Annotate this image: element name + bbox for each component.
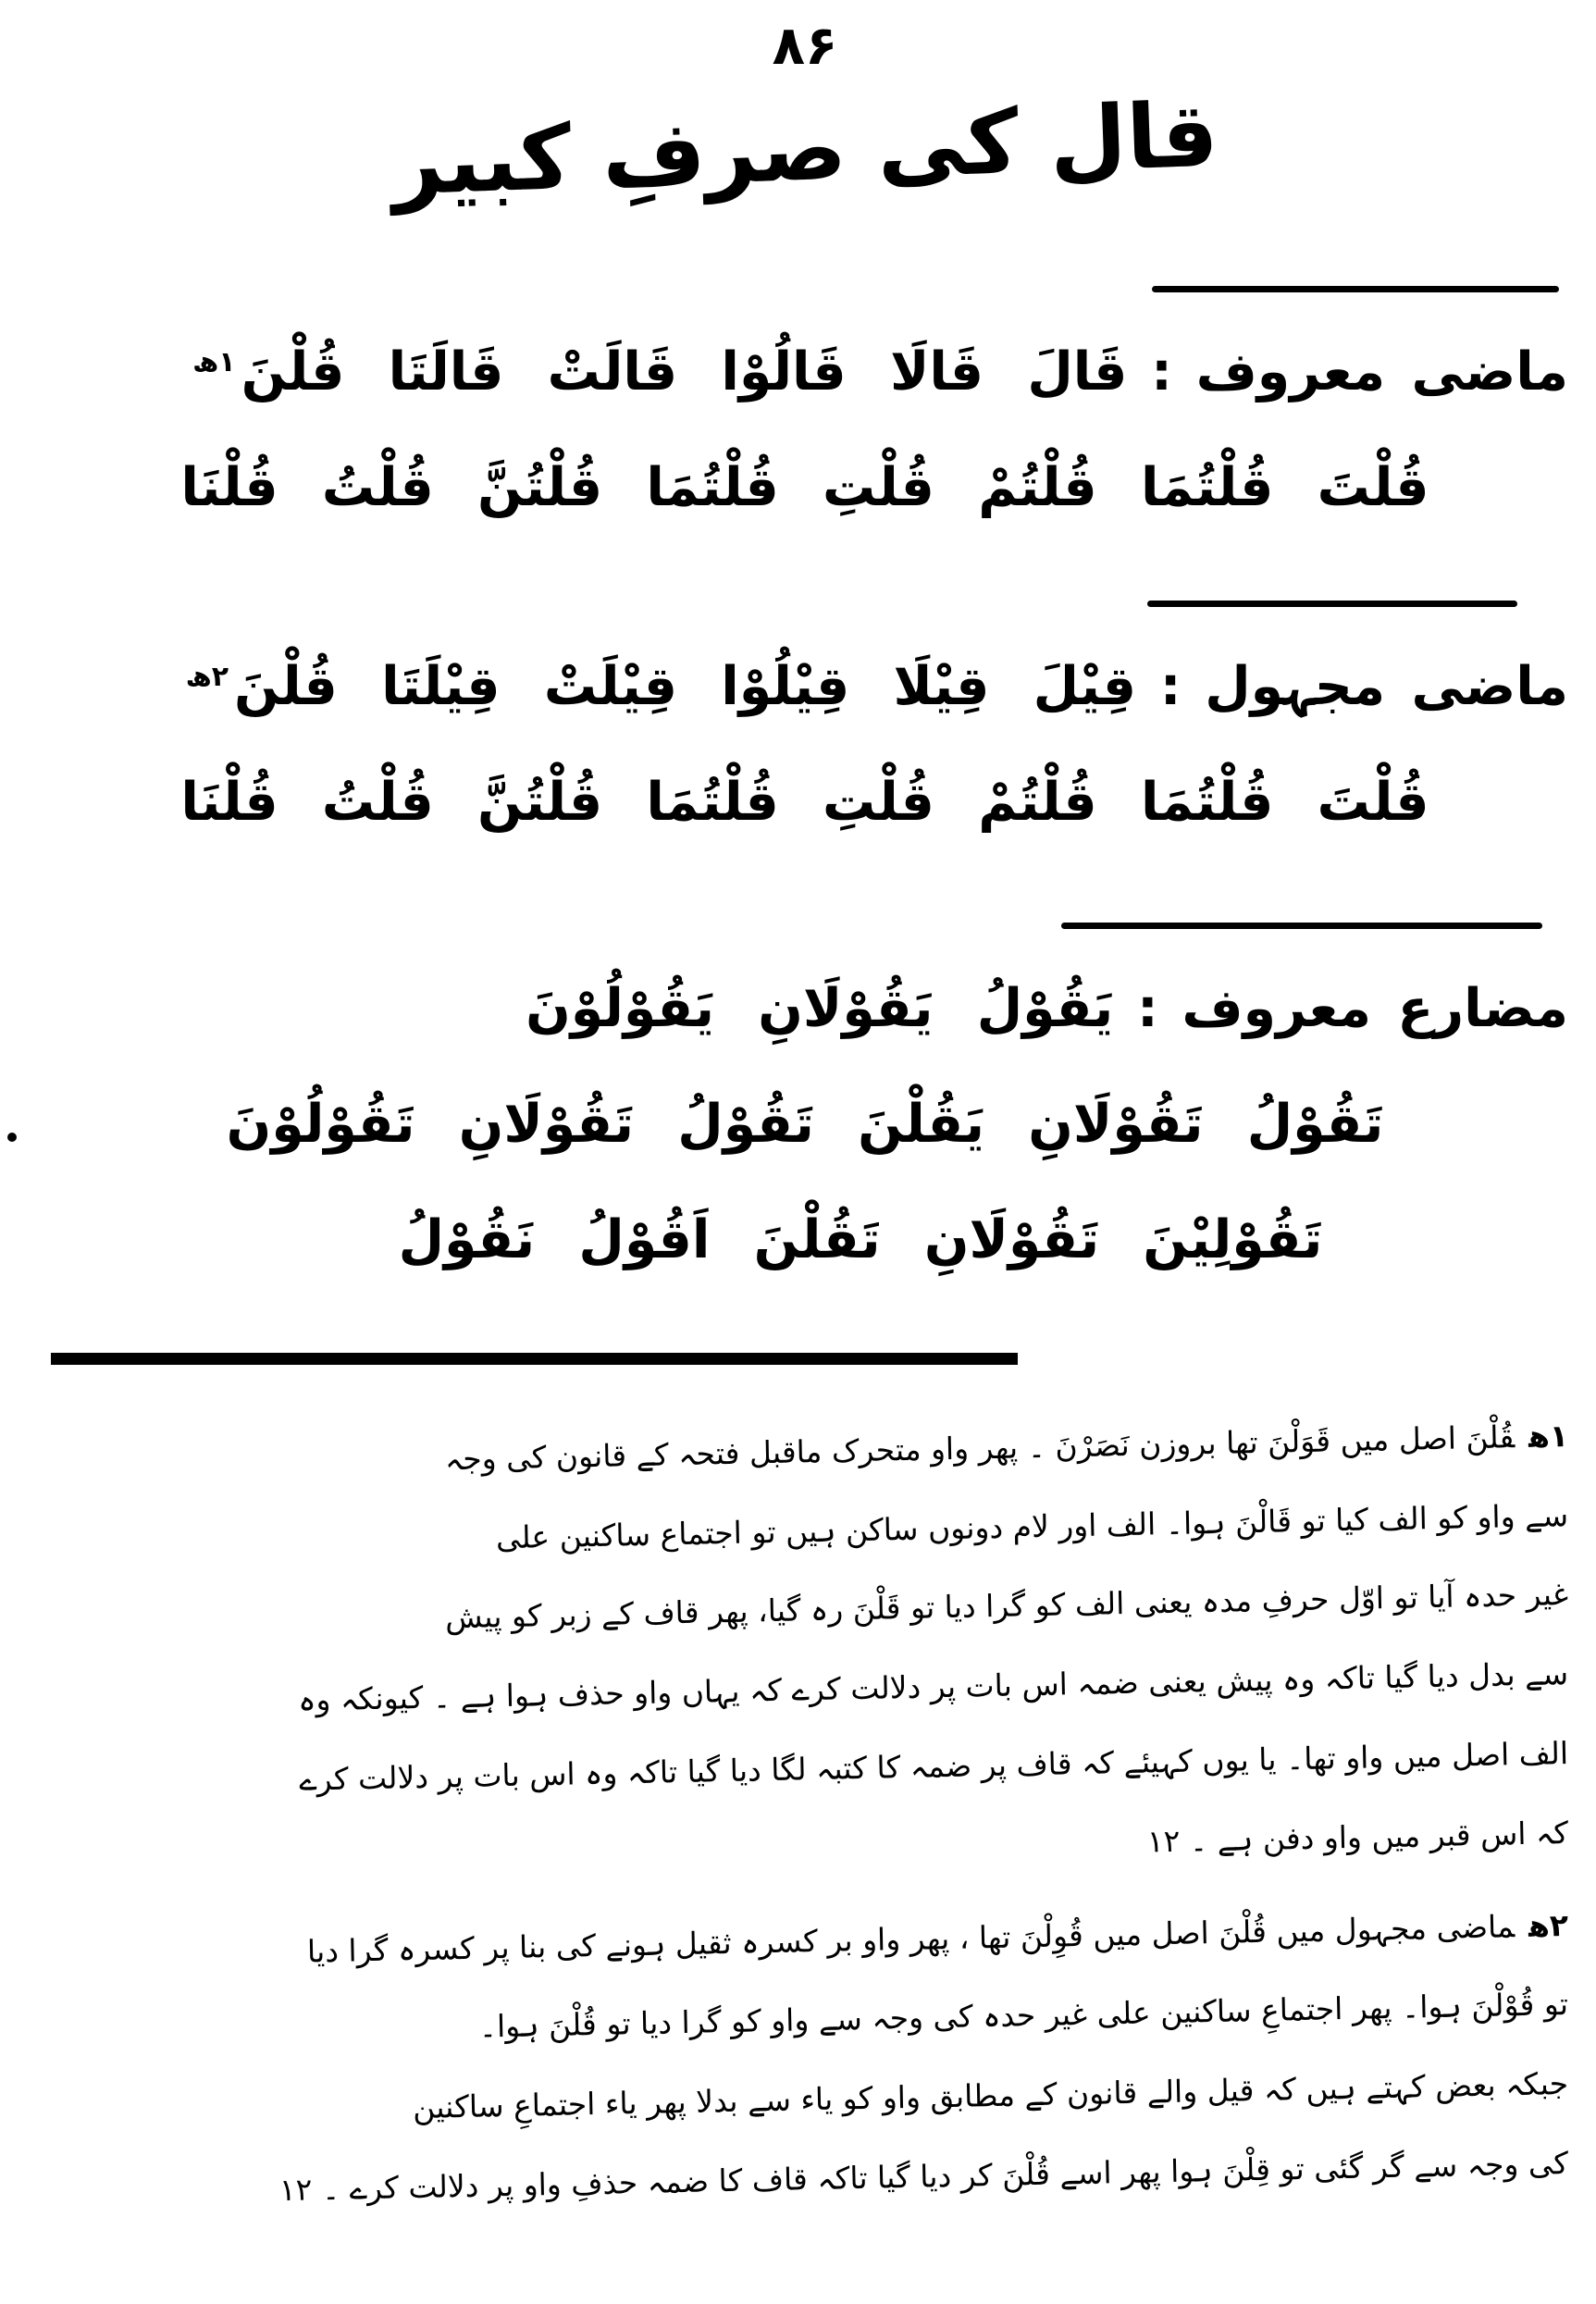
footnote-1 [42,1396,1568,1873]
stray-ink-dot [7,1133,17,1142]
conjugation-row [42,629,1568,745]
conjugation-row [42,951,1568,1067]
footnote-text: ماضی مجہول میں قُلْنَ اصل میں قُوِلْنَ تھا ، پھر واو بر کسرہ ثقیل ہونے کی بنا پر کسرہ گرا دیا [306,1907,1516,1970]
section-rule [1147,601,1517,607]
page-number: ۸۶ [772,14,838,77]
conjugation-row: تَقُوْلِيْنَ تَقُوْلَانِ تَقُلْنَ اَقُوْلُ نَقُوْلُ [398,1209,1323,1271]
footnote-line: سے بدل دیا گیا تاکہ وہ پیش یعنی ضمہ اس بات پر دلالت کرے کہ یہاں واو حذف ہوا ہے ۔ کیونکہ وہ [297,1655,1569,1718]
conjugation-forms: قِيْلَ قِيْلَا قِيْلُوْا قِيْلَتْ قِيْلَتَا قُلْنَ [234,655,1137,717]
section-mudare-maroof [42,923,1568,1299]
colon: : [1159,655,1182,717]
section-madi-majhool [42,601,1568,861]
conjugation-row [42,315,1568,430]
page-title: قال کی صرفِ کبیر [390,82,1220,216]
section-rule [1061,923,1542,929]
colon: : [1151,341,1172,403]
conjugation-row: تَقُوْلُ تَقُوْلَانِ يَقُلْنَ تَقُوْلُ تَقُوْلَانِ تَقُوْلُوْنَ [226,1093,1384,1155]
footnote-line: کی وجہ سے گر گئی تو قِلْنَ ہوا پھر اسے قُلْنَ کر دیا گیا تاکہ قاف کا ضمہ حذفِ واو پر دلالت کرے ۔ ۱۲ [278,2144,1569,2209]
colon: : [1136,977,1158,1039]
footnotes [42,1396,1569,2209]
footnote-2 [42,1886,1569,2209]
section-label: مضارع معروف [1182,977,1568,1039]
footnote-text: قُلْنَ اصل میں قَوَلْنَ تھا بروزن نَصَرْنَ ۔ پھر واو متحرک ماقبل فتحہ کے قانون کی وجہ [444,1418,1516,1478]
footnote-line: جبکہ بعض کہتے ہیں کہ قیل والے قانون کے مطابق واو کو یاء سے بدلا پھر یاء اجتماعِ ساکنین [412,2065,1569,2126]
section-rule [1152,286,1559,292]
section-label: ماضی مجہول [1205,655,1568,717]
section-madi-maroof [42,286,1568,547]
conjugation-row: قُلْتَ قُلْتُمَا قُلْتُمْ قُلْتِ قُلْتُمَا قُلْتُنَّ قُلْتُ قُلْنَا [180,772,1429,834]
section-label: ماضی معروف [1195,341,1568,403]
footnote-line: غیر حدہ آیا تو اوّل حرفِ مدہ یعنی الف کو گرا دیا تو قَلْنَ رہ گیا، پھر قاف کے زبر کو پیش [444,1576,1569,1636]
footnote-ref-2: ۲ھ [185,660,229,693]
footnote-ref-1: ۱ھ [192,346,236,378]
footnote-separator [51,1353,1018,1365]
footnote-line: سے واو کو الف کیا تو قَالْنَ ہوا۔ الف اور لام دونوں ساکن ہیں تو اجتماع ساکنین علی [495,1496,1569,1555]
conjugation-forms: يَقُوْلُ يَقُوْلَانِ يَقُوْلُوْنَ [526,977,1114,1039]
footnote-marker-1: ۱ھ [1528,1417,1569,1455]
footnote-marker-2: ۲ھ [1528,1906,1569,1944]
conjugation-forms: قَالَ قَالَا قَالُوْا قَالَتْ قَالَتَا قُلْنَ [241,341,1128,403]
footnote-line: کہ اس قبر میں واو دفن ہے ۔ ۱۲ [1146,1814,1569,1860]
footnote-line: تو قُوْلْنَ ہوا۔ پھر اجتماعِ ساکنین علی غیر حدہ کی وجہ سے واو کو گرا دیا تو قُلْنَ ہوا۔ [478,1986,1569,2045]
footnote-line: الف اصل میں واو تھا۔ یا یوں کہیئے کہ قاف پر ضمہ کا کتبہ لگا دیا گیا تاکہ وہ اس بات پر دلالت کرے [298,1734,1569,1798]
conjugation-row: قُلْتَ قُلْتُمَا قُلْتُمْ قُلْتِ قُلْتُمَا قُلْتُنَّ قُلْتُ قُلْنَا [180,457,1429,519]
